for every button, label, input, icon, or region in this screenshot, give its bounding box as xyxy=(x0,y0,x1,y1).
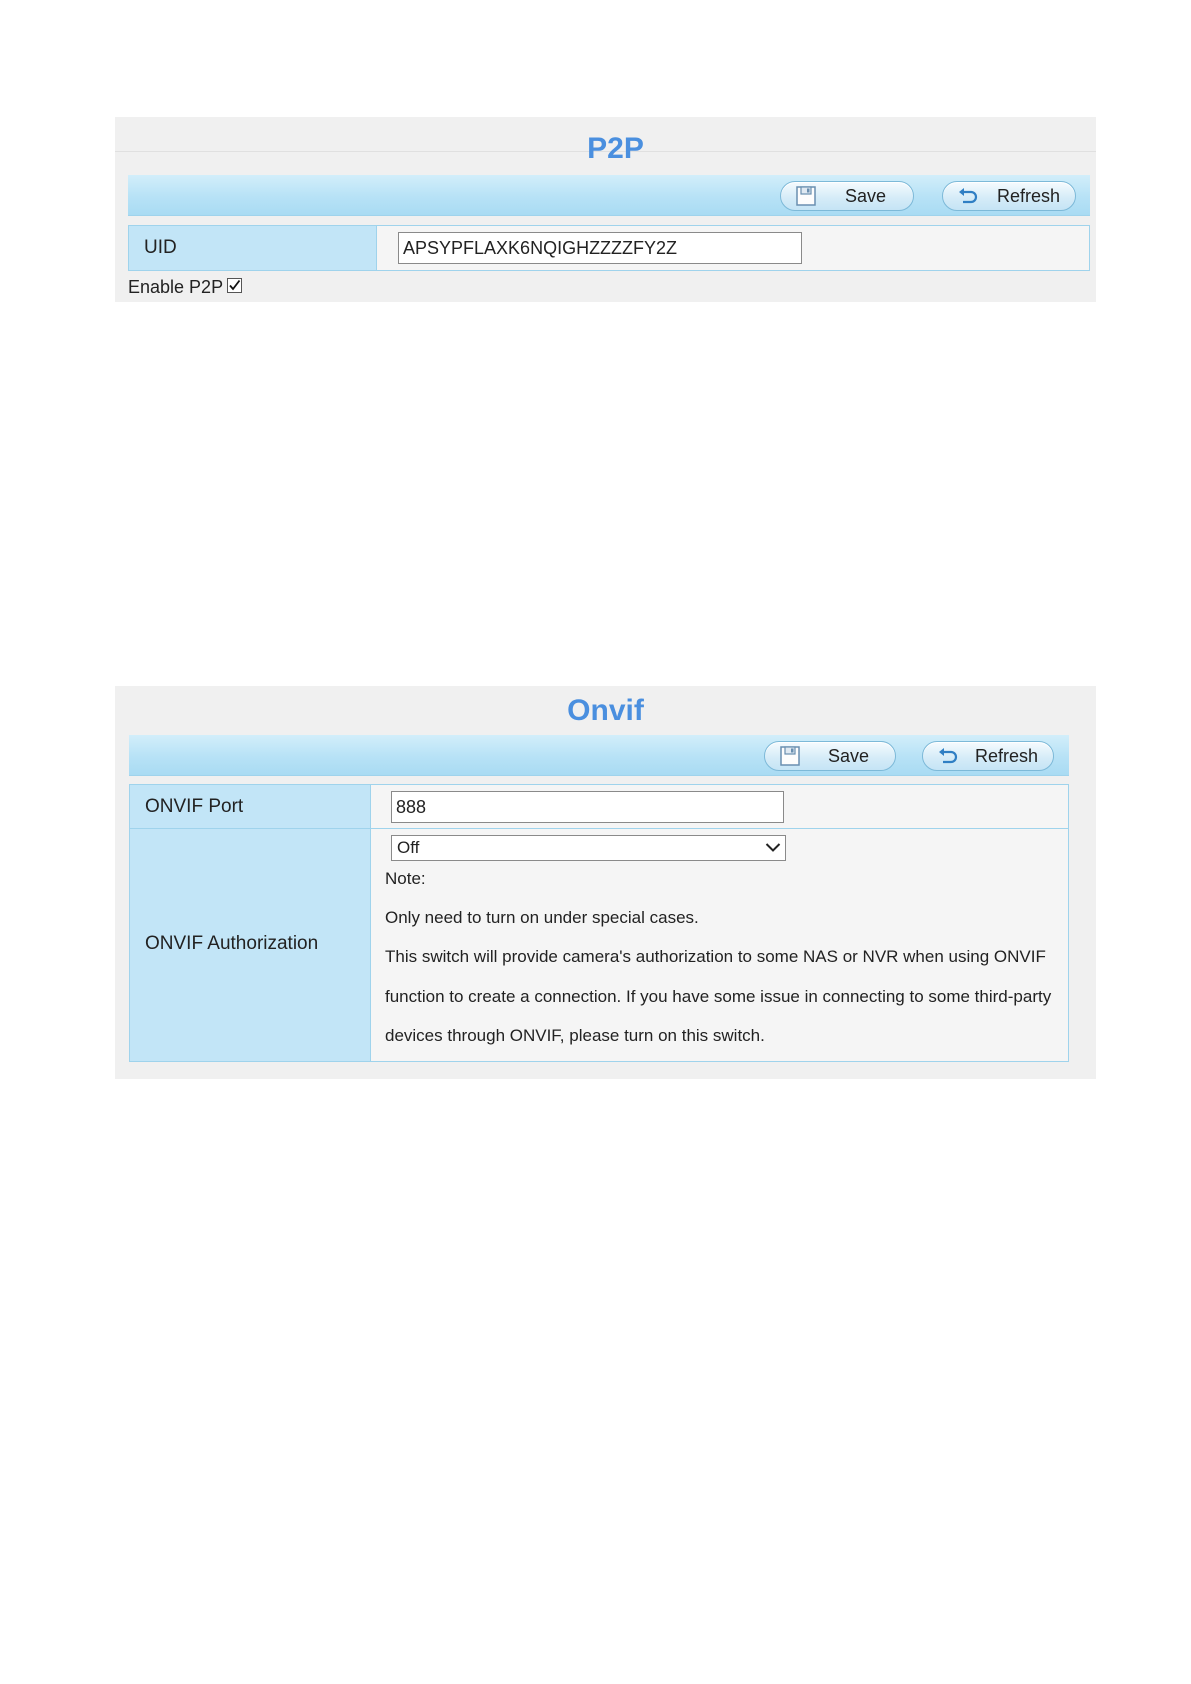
onvif-authorization-label: ONVIF Authorization xyxy=(145,933,319,954)
p2p-panel xyxy=(115,117,1096,302)
refresh-label: Refresh xyxy=(997,186,1061,206)
p2p-form-table xyxy=(128,225,1090,271)
chevron-down-icon xyxy=(765,842,781,853)
onvif-port-label: ONVIF Port xyxy=(145,796,244,817)
toolbar xyxy=(129,735,1069,776)
refresh-button[interactable] xyxy=(922,741,1054,771)
refresh-label: Refresh xyxy=(975,746,1039,766)
save-label: Save xyxy=(845,186,887,206)
onvif-authorization-value: Off xyxy=(397,838,420,857)
save-label: Save xyxy=(828,746,870,766)
toolbar xyxy=(128,175,1090,216)
onvif-port-label-cell xyxy=(130,785,371,828)
refresh-icon xyxy=(957,185,979,207)
onvif-authorization-select[interactable] xyxy=(391,835,786,861)
save-button[interactable] xyxy=(780,181,914,211)
note-heading: Note: xyxy=(385,869,426,888)
enable-p2p-row xyxy=(128,277,223,298)
uid-input[interactable]: APSYPFLAXK6NQIGHZZZZFY2Z xyxy=(398,232,802,264)
save-icon xyxy=(795,185,817,207)
onvif-form-table xyxy=(129,784,1069,1062)
uid-label: UID xyxy=(144,237,177,258)
save-button[interactable] xyxy=(764,741,896,771)
note-line: This switch will provide camera's authorization to some NAS or NVR when using ONVIF xyxy=(385,947,1046,966)
onvif-port-input[interactable]: 888 xyxy=(391,791,784,823)
uid-label-cell xyxy=(129,226,377,270)
enable-p2p-label: Enable P2P xyxy=(128,277,224,297)
note-line: devices through ONVIF, please turn on this switch. xyxy=(385,1026,765,1045)
note-line: function to create a connection. If you have some issue in connecting to some third-party xyxy=(385,987,1052,1006)
checkmark-icon xyxy=(228,279,241,292)
refresh-button[interactable] xyxy=(942,181,1076,211)
page-title: P2P xyxy=(587,132,644,165)
note-line: Only need to turn on under special cases. xyxy=(385,908,699,927)
refresh-icon xyxy=(937,745,959,767)
onvif-authorization-label-cell xyxy=(130,829,371,1061)
enable-p2p-checkbox[interactable] xyxy=(227,278,242,293)
onvif-panel xyxy=(115,686,1096,1079)
page-title: Onvif xyxy=(567,694,644,727)
save-icon xyxy=(779,745,801,767)
